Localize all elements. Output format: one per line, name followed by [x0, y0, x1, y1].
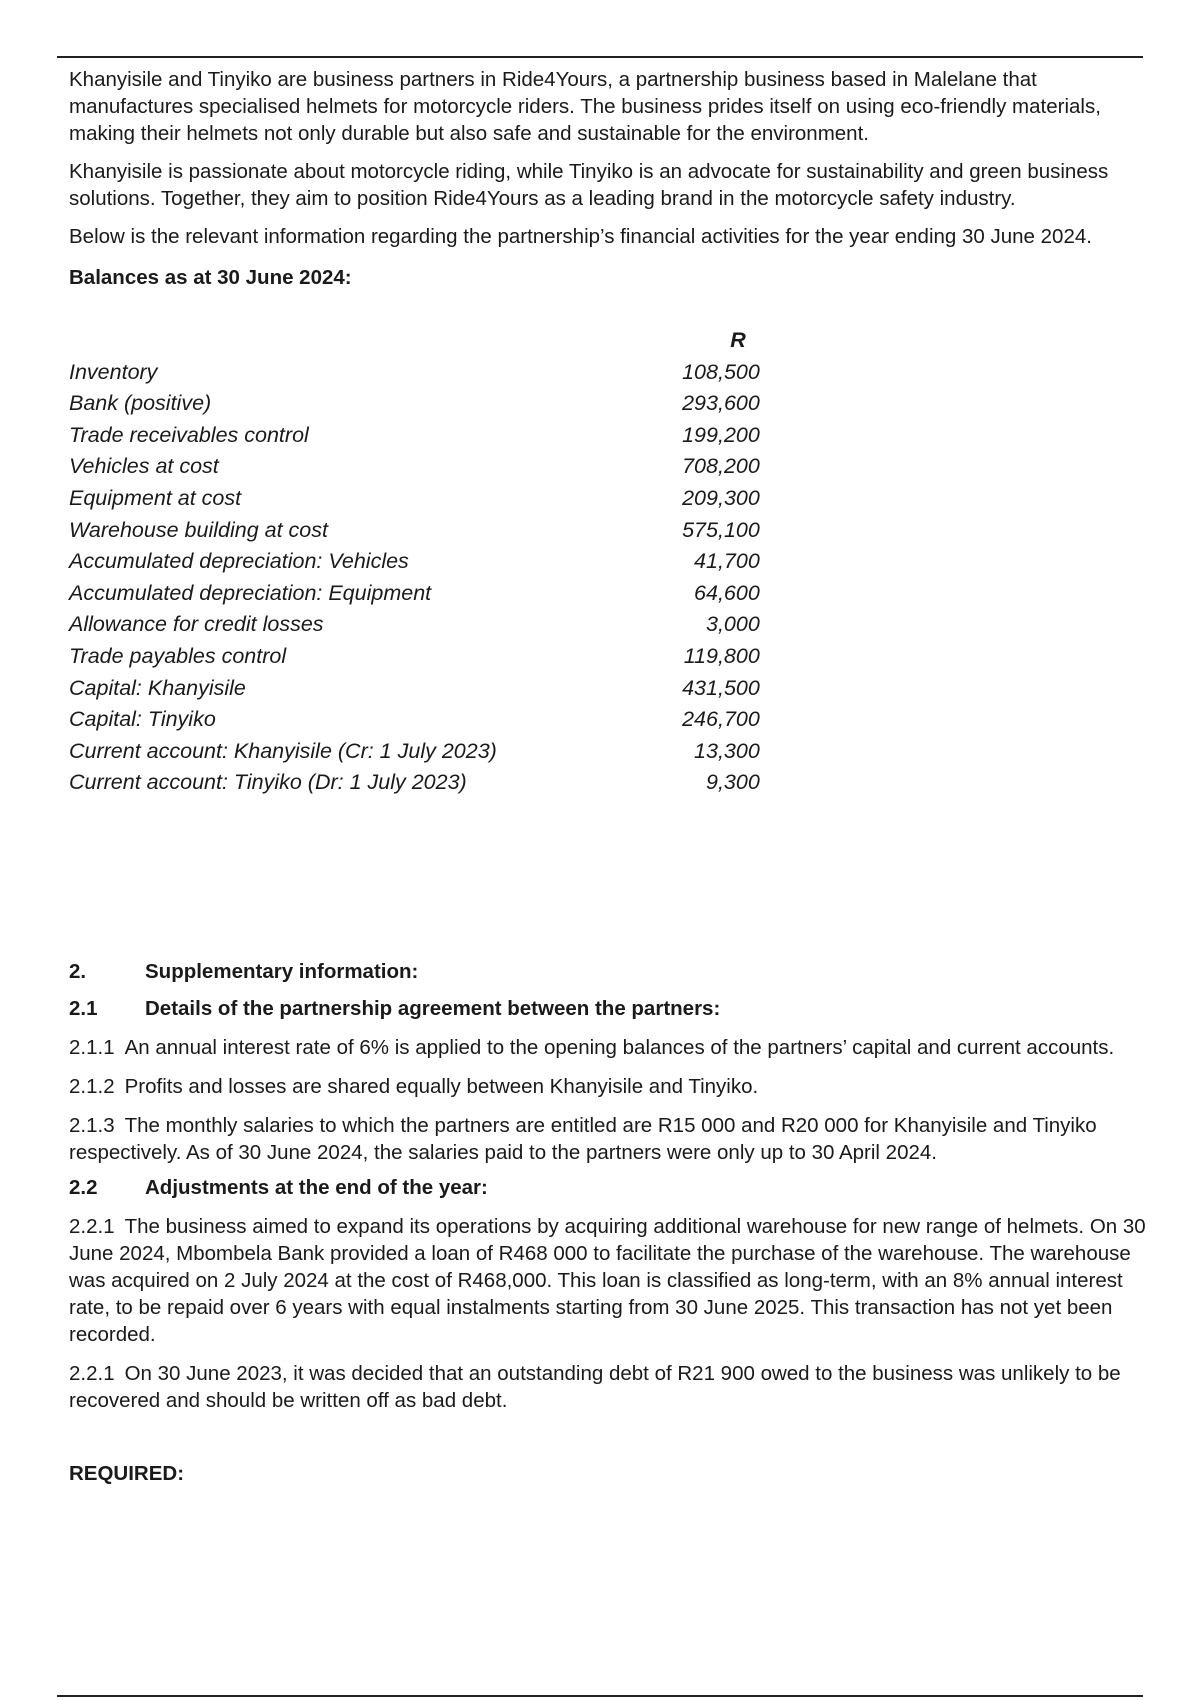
- balance-amount: 209,300: [682, 485, 760, 510]
- balance-amount: 431,500: [682, 675, 760, 700]
- balance-row: [69, 767, 760, 799]
- balance-label: Trade receivables control: [69, 422, 309, 447]
- balance-label: Accumulated depreciation: Equipment: [69, 580, 432, 605]
- top-rule: [57, 56, 1143, 58]
- balance-amount: 64,600: [694, 580, 760, 605]
- balance-amount: 119,800: [683, 643, 760, 668]
- balance-row: [69, 515, 760, 547]
- clause-number: 2.1.3: [69, 1114, 115, 1137]
- balance-label: Capital: Khanyisile: [69, 675, 246, 700]
- balance-amount: 575,100: [682, 517, 760, 542]
- balance-row: [69, 736, 760, 768]
- balance-row: [69, 546, 760, 578]
- balance-label: Warehouse building at cost: [69, 517, 328, 542]
- balance-label: Allowance for credit losses: [69, 612, 324, 637]
- balances-table: [69, 325, 760, 799]
- intro-paragraph-3: Below is the relevant information regarding the partnership’s financial activities for the year ending 30 June 2024.: [69, 225, 1092, 248]
- balance-amount: 246,700: [682, 707, 760, 732]
- balance-label: Current account: Khanyisile (Cr: 1 July 2023): [69, 738, 497, 763]
- section-title: Details of the partnership agreement between the partners:: [145, 997, 721, 1020]
- clause-2-1-2: [69, 1073, 1149, 1100]
- balance-label: Bank (positive): [69, 391, 212, 416]
- balance-row: [69, 483, 760, 515]
- balance-label: Current account: Tinyiko (Dr: 1 July 2023): [69, 770, 467, 795]
- balances-body: [69, 357, 760, 799]
- supplementary-section: [69, 958, 1149, 1486]
- balance-amount: 708,200: [682, 454, 760, 479]
- balance-amount: 13,300: [694, 738, 760, 763]
- section-number: 2.1: [69, 997, 98, 1020]
- clause-text: On 30 June 2023, it was decided that an outstanding debt of R21 900 owed to the business was unlikely to be recovered and should be written off as bad debt.: [69, 1362, 1121, 1412]
- balance-amount: 293,600: [682, 391, 760, 416]
- balance-label: Capital: Tinyiko: [69, 707, 216, 732]
- balance-row: [69, 578, 760, 610]
- clause-number: 2.2.1: [69, 1215, 115, 1238]
- section-title: Adjustments at the end of the year:: [145, 1176, 488, 1199]
- clause-2-2-1-loan: [69, 1213, 1149, 1348]
- clause-number: 2.1.1: [69, 1036, 115, 1059]
- clause-text: Profits and losses are shared equally between Khanyisile and Tinyiko.: [124, 1075, 759, 1098]
- balance-amount: 108,500: [682, 359, 760, 384]
- clause-number: 2.2.1: [69, 1362, 115, 1385]
- balances-heading: Balances as at 30 June 2024:: [69, 266, 352, 289]
- balance-row: [69, 609, 760, 641]
- balance-amount: 41,700: [694, 549, 760, 574]
- currency-header: R: [730, 328, 746, 353]
- required-heading: REQUIRED:: [69, 1462, 185, 1485]
- section-title: Supplementary information:: [145, 960, 419, 983]
- balance-row: [69, 420, 760, 452]
- section-2-1-heading: [69, 995, 1149, 1022]
- intro-paragraph-2: Khanyisile is passionate about motorcycle riding, while Tinyiko is an advocate for sustainability and green business solutions. Together, they aim to position Ride4Yours as a leading brand in the motorcycle safety industry.: [69, 160, 1109, 210]
- balance-row: [69, 704, 760, 736]
- balance-label: Inventory: [69, 359, 158, 384]
- clause-number: 2.1.2: [69, 1075, 115, 1098]
- balance-label: Vehicles at cost: [69, 454, 219, 479]
- clause-text: The monthly salaries to which the partners are entitled are R15 000 and R20 000 for Khanyisile and Tinyiko respectively. As of 30 June 2024, the salaries paid to the partners were only up to 30 April 2024.: [69, 1114, 1097, 1164]
- balance-label: Trade payables control: [69, 643, 287, 668]
- balance-row: [69, 451, 760, 483]
- clause-text: The business aimed to expand its operations by acquiring additional warehouse for new range of helmets. On 30 June 2024, Mbombela Bank provided a loan of R468 000 to facilitate the purchase of the warehouse. The warehouse was acquired on 2 July 2024 at the cost of R468,000. This loan is classified as long-term, with an 8% annual interest rate, to be repaid over 6 years with equal instalments starting from 30 June 2025. This transaction has not yet been recorded.: [69, 1215, 1146, 1346]
- intro-paragraph-1: Khanyisile and Tinyiko are business partners in Ride4Yours, a partnership business based in Malelane that manufactures specialised helmets for motorcycle riders. The business prides itself on using eco-friendly materials, making their helmets not only durable but also safe and sustainable for the environment.: [69, 68, 1101, 145]
- document-body: [69, 66, 1149, 799]
- section-number: 2.2: [69, 1176, 98, 1199]
- balance-row: [69, 357, 760, 389]
- section-2-2-heading: [69, 1174, 1149, 1201]
- clause-text: An annual interest rate of 6% is applied to the opening balances of the partners’ capital and current accounts.: [124, 1036, 1115, 1059]
- section-number: 2.: [69, 960, 87, 983]
- clause-2-1-1: [69, 1034, 1149, 1061]
- balance-row: [69, 641, 760, 673]
- balance-label: Accumulated depreciation: Vehicles: [69, 549, 409, 574]
- balance-row: [69, 388, 760, 420]
- balance-amount: 3,000: [706, 612, 760, 637]
- bottom-rule: [57, 1695, 1143, 1697]
- balances-header-row: [69, 325, 760, 357]
- balance-amount: 199,200: [682, 422, 760, 447]
- balance-row: [69, 673, 760, 705]
- clause-2-1-3: [69, 1112, 1149, 1166]
- balance-label: Equipment at cost: [69, 485, 242, 510]
- section-2-heading: [69, 958, 1149, 985]
- clause-2-2-1-bad-debt: [69, 1360, 1149, 1414]
- balance-amount: 9,300: [706, 770, 760, 795]
